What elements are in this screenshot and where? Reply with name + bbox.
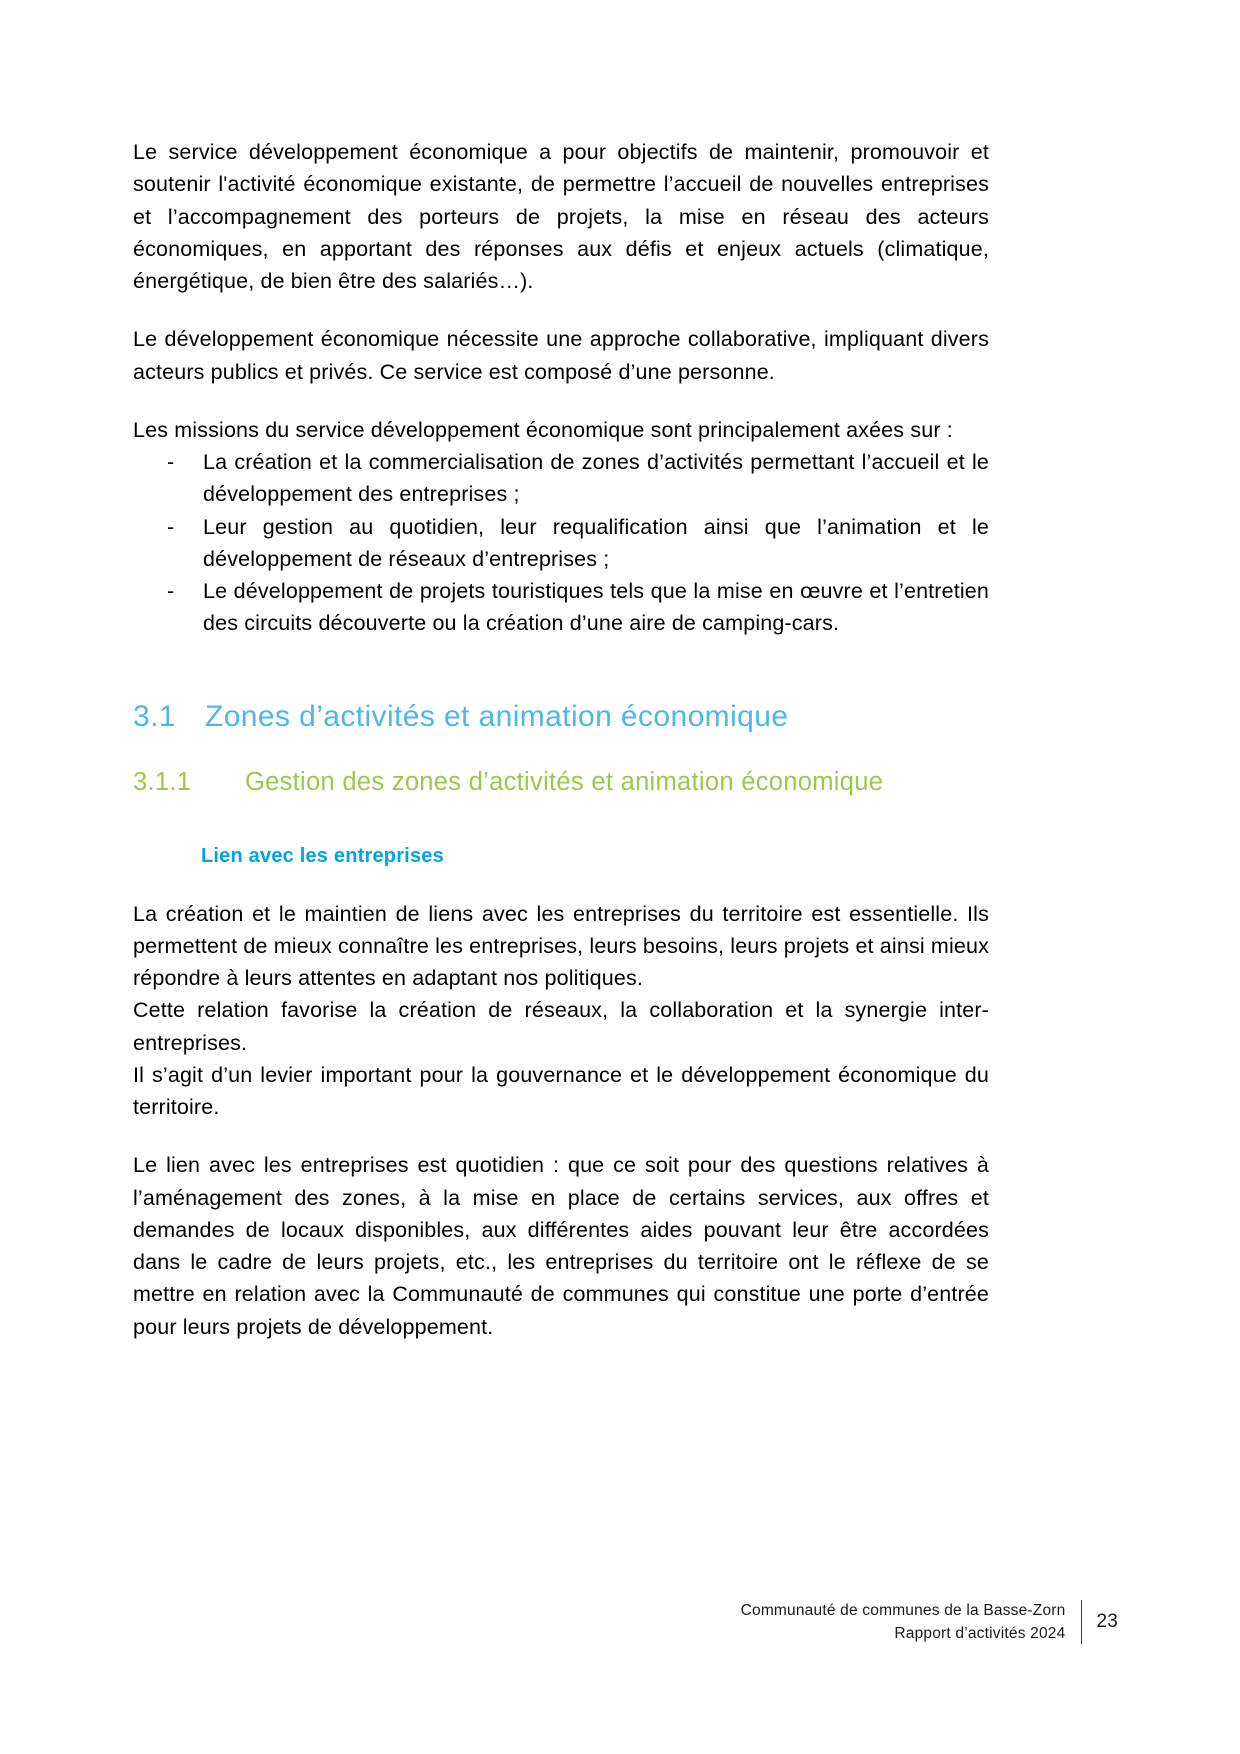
missions-lead-in: Les missions du service développement économique sont principalement axées sur : <box>133 417 953 442</box>
dash-bullet-icon: - <box>167 514 175 539</box>
list-item-label: Le développement de projets touristiques tels que la mise en œuvre et l’entretien des circuits découverte ou la création d’une aire de camping-cars. <box>203 579 989 636</box>
footer-divider <box>1081 1600 1082 1644</box>
lien-paragraph-2: Le lien avec les entreprises est quotidien : que ce soit pour des questions relatives à l’aménagement des zones, à la mise en place de certains services, aux offres et demandes de locaux disponibles, aux différentes aides pouvant leur être accordées dans le cadre de leurs projets, etc., les entreprises du territoire ont le réflexe de se mettre en relation avec la Communauté de communes qui constitue une porte d’entrée pour leurs projets de développement. <box>133 1153 989 1339</box>
list-item-label: Leur gestion au quotidien, leur requalification ainsi que l’animation et le développement de réseaux d’entreprises ; <box>203 514 989 571</box>
footer-line-1: Communauté de communes de la Basse-Zorn <box>740 1601 1066 1619</box>
dash-bullet-icon: - <box>167 579 175 603</box>
lien-paragraph-1b: Cette relation favorise la création de réseaux, la collaboration et la synergie inter-entreprises. <box>133 998 989 1055</box>
section-heading-3-1-1 <box>133 768 989 797</box>
dash-bullet-icon: - <box>167 450 175 474</box>
subsection-number: 3.1.1 <box>133 767 192 796</box>
spacer <box>133 797 989 845</box>
list-item-label: La création et la commercialisation de zones d’activités permettant l’accueil et le développement des entreprises ; <box>203 450 989 507</box>
spacer <box>133 734 989 768</box>
footer-organisation <box>741 1599 1066 1646</box>
missions-list <box>133 446 989 640</box>
page-content <box>133 136 989 1369</box>
intro-paragraph-1: Le service développement économique a pour objectifs de maintenir, promouvoir et soutenir l'activité économique existante, de permettre l’accueil de nouvelles entreprises et l’accompagnement des porteurs de projets, la mise en réseau des acteurs économiques, en apportant des réponses aux défis et enjeux actuels (climatique, énergétique, de bien être des salariés…). <box>133 140 989 293</box>
intro-paragraph-2: Le développement économique nécessite une approche collaborative, impliquant divers acteurs publics et privés. Ce service est composé d’une personne. <box>133 327 989 384</box>
section-heading-3-1 <box>133 700 989 734</box>
footer-line-2: Rapport d’activités 2024 <box>894 1625 1066 1643</box>
subsection-title: Gestion des zones d’activités et animation économique <box>245 767 884 796</box>
lien-paragraph-1c: Il s’agit d’un levier important pour la gouvernance et le développement économique du territoire. <box>133 1062 989 1119</box>
list-item <box>133 446 989 511</box>
section-number: 3.1 <box>133 699 176 733</box>
list-item <box>133 511 989 576</box>
list-item <box>133 575 989 640</box>
spacer <box>133 868 989 898</box>
lien-paragraph-1a: La création et le maintien de liens avec les entreprises du territoire est essentielle. Ils permettent de mieux connaître les entreprises, leurs besoins, leurs projets et ainsi mieux répondre à leurs attentes en adaptant nos politiques. <box>133 901 989 990</box>
section-title: Zones d’activités et animation économique <box>205 699 789 733</box>
page-footer <box>0 1599 1240 1646</box>
subheading-lien-entreprises: Lien avec les entreprises <box>201 844 444 867</box>
lien-heading-wrapper <box>133 845 989 868</box>
spacer <box>133 640 989 700</box>
page-number: 23 <box>1096 1611 1118 1633</box>
